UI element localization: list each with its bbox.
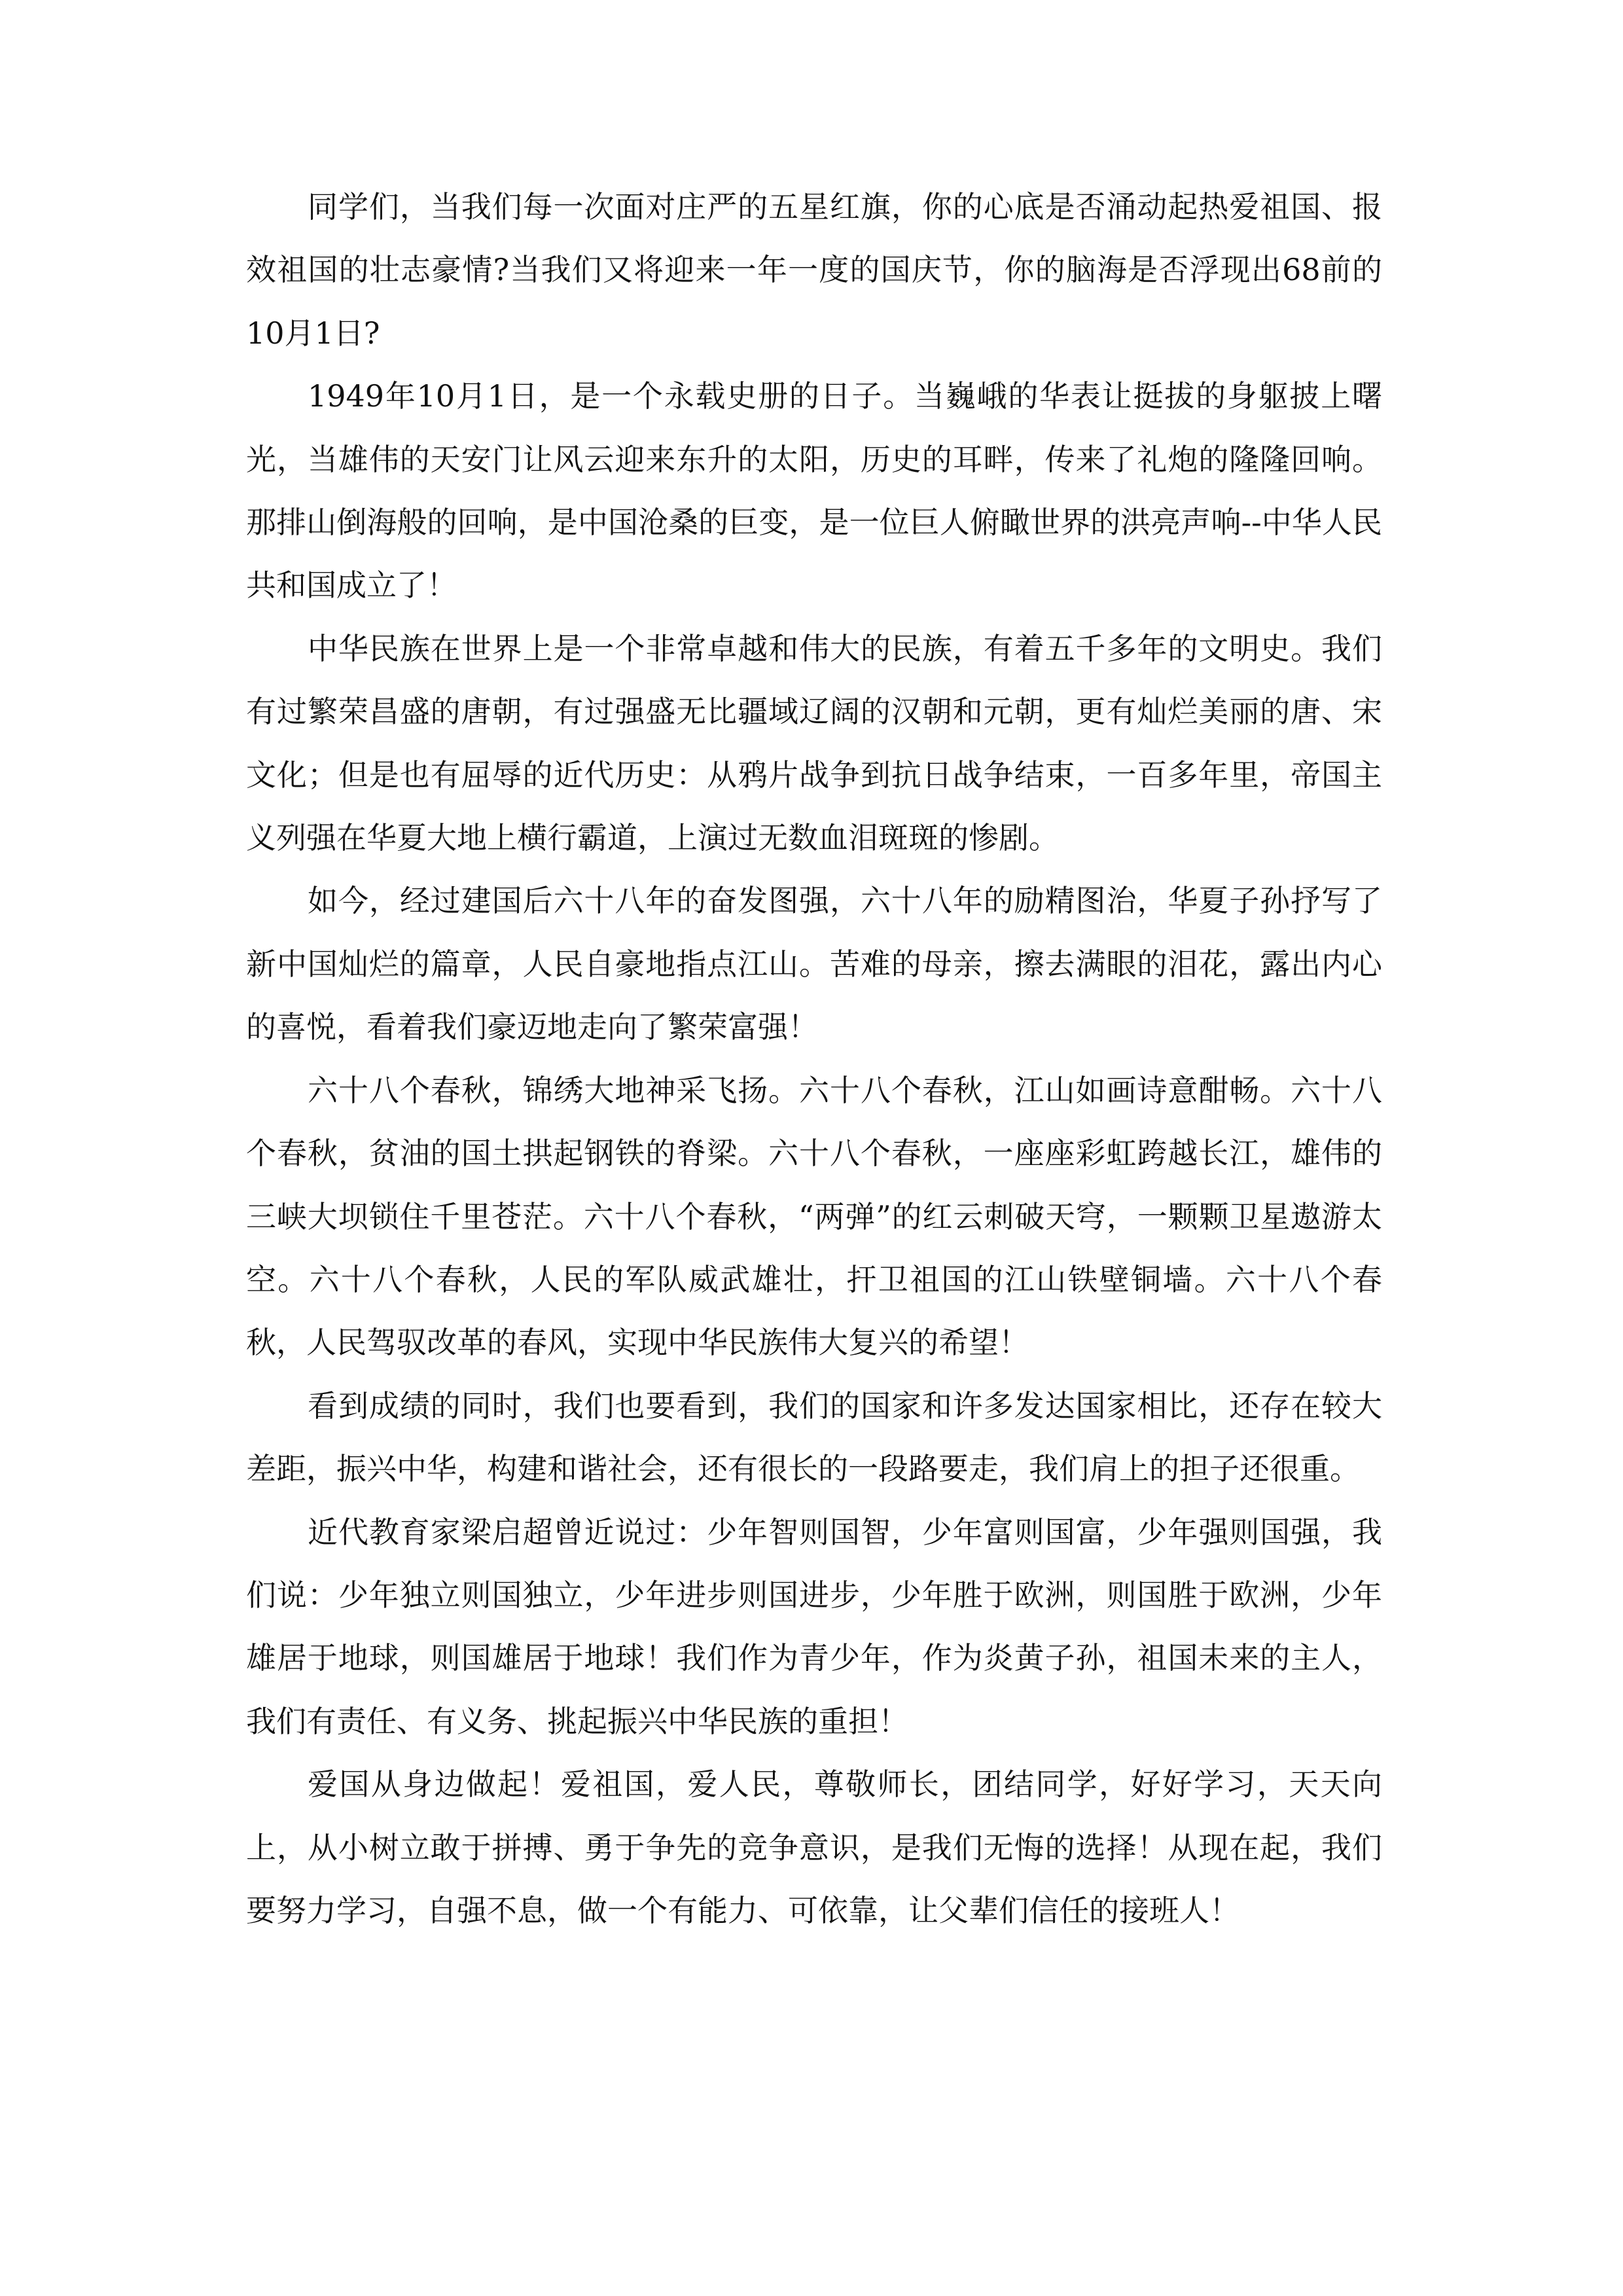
paragraph-4: 如今，经过建国后六十八年的奋发图强，六十八年的励精图治，华夏子孙抒写了新中国灿烂的篇章，人民自豪地指点江山。苦难的母亲，擦去满眼的泪花，露出内心的喜悦，看着我们豪迈地走向了繁荣富强！	[246, 883, 1382, 1045]
paragraph-1: 同学们，当我们每一次面对庄严的五星红旗，你的心底是否涌动起热爱祖国、报效祖国的壮志豪情?当我们又将迎来一年一度的国庆节，你的脑海是否浮现出68前的10月1日?	[246, 189, 1382, 351]
paragraph-8: 爱国从身边做起！爱祖国，爱人民，尊敬师长，团结同学，好好学习，天天向上，从小树立敢于拼搏、勇于争先的竞争意识，是我们无悔的选择！从现在起，我们要努力学习，自强不息，做一个有能力、可依靠，让父辈们信任的接班人！	[246, 1767, 1382, 1928]
paragraph-7: 近代教育家梁启超曾近说过：少年智则国智，少年富则国富，少年强则国强，我们说：少年独立则国独立，少年进步则国进步，少年胜于欧洲，则国胜于欧洲，少年雄居于地球，则国雄居于地球！我们作为青少年，作为炎黄子孙，祖国未来的主人，我们有责任、有义务、挑起振兴中华民族的重担！	[246, 1514, 1382, 1739]
paragraph-2: 1949年10月1日，是一个永载史册的日子。当巍峨的华表让挺拔的身躯披上曙光，当雄伟的天安门让风云迎来东升的太阳，历史的耳畔，传来了礼炮的隆隆回响。那排山倒海般的回响，是中国沧桑的巨变，是一位巨人俯瞰世界的洪亮声响--中华人民共和国成立了！	[246, 378, 1382, 603]
paragraph-3: 中华民族在世界上是一个非常卓越和伟大的民族，有着五千多年的文明史。我们有过繁荣昌盛的唐朝，有过强盛无比疆域辽阔的汉朝和元朝，更有灿烂美丽的唐、宋文化；但是也有屈辱的近代历史：从鸦片战争到抗日战争结束，一百多年里，帝国主义列强在华夏大地上横行霸道，上演过无数血泪斑斑的惨剧。	[246, 630, 1382, 856]
paragraph-6: 看到成绩的同时，我们也要看到，我们的国家和许多发达国家相比，还存在较大差距，振兴中华，构建和谐社会，还有很长的一段路要走，我们肩上的担子还很重。	[246, 1388, 1382, 1487]
paragraph-5: 六十八个春秋，锦绣大地神采飞扬。六十八个春秋，江山如画诗意酣畅。六十八个春秋，贫油的国土拱起钢铁的脊梁。六十八个春秋，一座座彩虹跨越长江，雄伟的三峡大坝锁住千里苍茫。六十八个春秋，“两弹”的红云刺破天穹，一颗颗卫星遨游太空。六十八个春秋，人民的军队威武雄壮，扞卫祖国的江山铁壁铜墙。六十八个春秋，人民驾驭改革的春风，实现中华民族伟大复兴的希望！	[246, 1072, 1382, 1361]
speech-body	[246, 175, 1382, 1942]
